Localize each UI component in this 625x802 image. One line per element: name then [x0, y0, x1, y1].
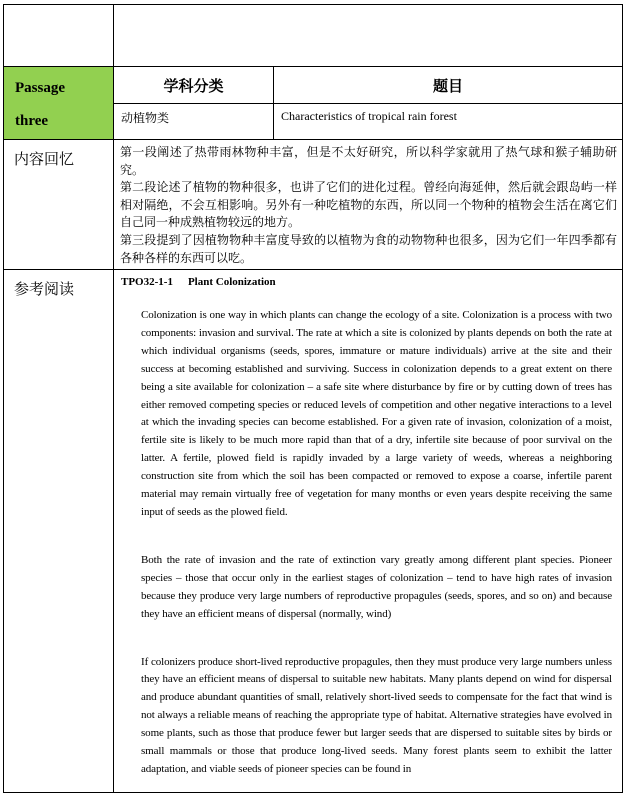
passage-label-line1: Passage	[15, 80, 65, 96]
top-right-empty-cell	[114, 5, 623, 67]
topic-header-cell: 题目	[274, 67, 623, 104]
passage-label-line2: three	[15, 113, 49, 129]
recall-label-cell: 内容回忆	[4, 140, 114, 270]
passage-label-cell	[4, 67, 114, 140]
reading-content	[114, 270, 622, 792]
reading-content-cell	[114, 270, 623, 793]
reading-label-cell: 参考阅读	[4, 270, 114, 793]
recall-paragraph: 第一段阐述了热带雨林物种丰富，但是不太好研究，所以科学家就用了热气球和猴子辅助研究。	[120, 145, 617, 177]
table-row	[4, 270, 623, 793]
table-row	[4, 67, 623, 104]
reading-heading-id: TPO32-1-1	[121, 276, 173, 288]
recall-paragraph: 第三段提到了因植物物种丰富度导致的以植物为食的动物物种也很多，因为它们一年四季都有各种各样的东西可以吃。	[120, 232, 617, 265]
subject-value-cell: 动植物类	[114, 104, 274, 140]
recall-content	[114, 140, 622, 268]
document-page	[0, 4, 625, 793]
topic-value-cell: Characteristics of tropical rain forest	[274, 104, 623, 140]
reading-heading-title: Plant Colonization	[187, 276, 276, 288]
reading-paragraph: Both the rate of invasion and the rate of extinction vary greatly among different plant species. Pioneer species – those that occur only in the earliest stages of colonization – tend to have high rates of invasion because they produce very large numbers of reproductive propagules (seeds, spores, and so on) and because they have an efficient means of dispersal (normally, wind)	[141, 553, 612, 620]
reading-heading	[121, 276, 613, 288]
reading-paragraph: Colonization is one way in which plants can change the ecology of a site. Colonization is a process with two components: invasion and survival. The rate at which a site is colonized by plants depends on both the rate at which individual organisms (seeds, spores, immature or mature individuals) arrive at the site and their success at becoming established and surviving. Success in colonization depends to a great extent on there being a site available for colonization – a safe site where disturbance by fire or by cutting down of trees has either removed competing species or reduced levels of competition and other negative interactions to a level at which the invading species can become established. For a given rate of invasion, colonization of a moist, fertile site is likely to be much more rapid than that of a dry, infertile site because of poor survival on the latter. A fertile, plowed field is rapidly invaded by a large variety of weeds, whereas a neighboring construction site from which the soil has been compacted or removed to expose a coarse, infertile parent material may remain virtually free of vegetation for many months or even years despite receiving the same input of seeds as the plowed field.	[141, 309, 612, 518]
subject-header-cell: 学科分类	[114, 67, 274, 104]
top-left-empty-cell	[4, 5, 114, 67]
passage-table	[3, 4, 623, 793]
table-row	[4, 5, 623, 67]
recall-paragraph	[120, 267, 617, 268]
recall-paragraph: 第二段论述了植物的物种很多，也讲了它们的进化过程。曾经向海延伸，然后就会跟岛屿一样相对隔绝，不会互相影响。另外有一种吃植物的东西，所以同一个物种的植物会生活在离它们自己同一种成熟植物较远的地方。	[120, 180, 617, 230]
reading-paragraph: If colonizers produce short-lived reproductive propagules, then they must produce very large numbers unless they have an efficient means of dispersal to suitable new habitats. Many plants depend on wind for dispersal and produce abundant quantities of small, relatively short-lived seeds to compensate for the fact that wind is not always a reliable means of reaching the appropriate type of habitat. Alternative strategies have evolved in some plants, such as those that produce fewer but larger seeds that are dispersed to suitable sites by birds or small mammals or those that produce long-lived seeds. Many forest plants seem to exhibit the latter adaptation, and viable seeds of pioneer species can be found in	[141, 655, 612, 775]
recall-content-cell	[114, 140, 623, 270]
table-row	[4, 140, 623, 270]
